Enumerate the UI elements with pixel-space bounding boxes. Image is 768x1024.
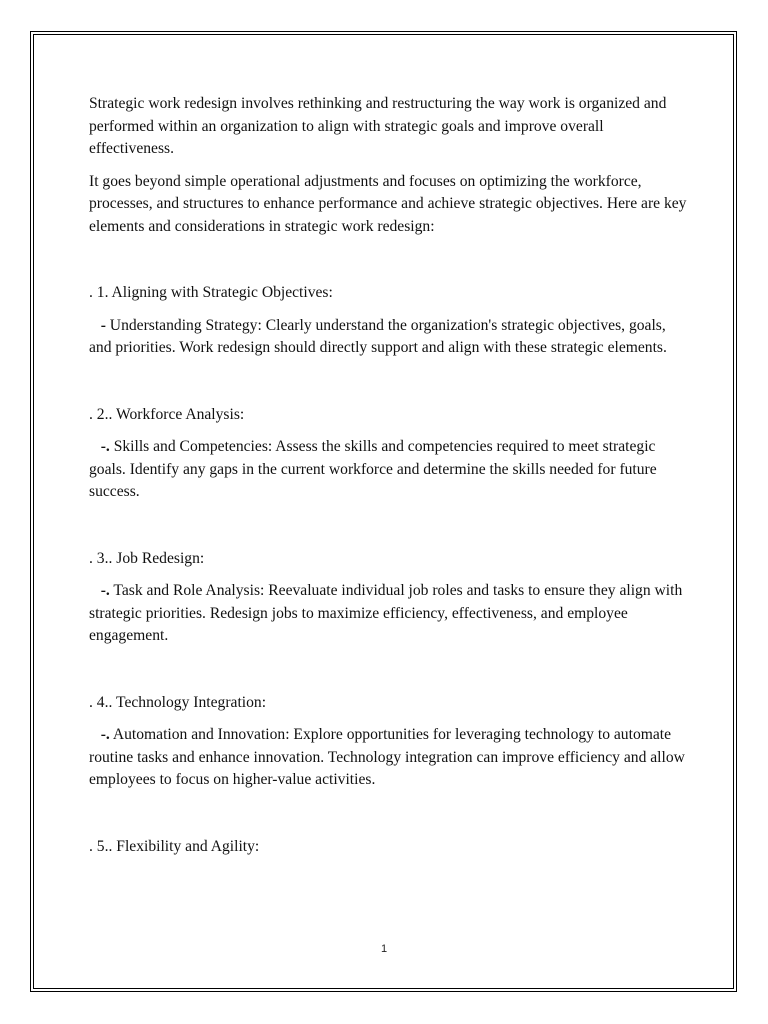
document-body bbox=[89, 93, 689, 858]
bullet-dash: -. bbox=[100, 726, 110, 743]
section-heading-2: . 2.. Workforce Analysis: bbox=[89, 405, 245, 423]
section-heading-4: . 4.. Technology Integration: bbox=[89, 693, 267, 711]
section-heading-3: . 3.. Job Redesign: bbox=[89, 549, 205, 567]
section-heading-5: . 5.. Flexibility and Agility: bbox=[89, 837, 260, 855]
bullet-dash: - bbox=[100, 316, 106, 334]
section-bullet-4 bbox=[89, 724, 689, 792]
bullet-text: Task and Role Analysis: Reevaluate individual job roles and tasks to ensure they align with strategic priorities. Redesign jobs to maximize efficiency, effectiveness, and employee engagement. bbox=[89, 582, 683, 644]
bullet-dash: -. bbox=[100, 438, 110, 455]
section-bullet-2 bbox=[89, 436, 689, 504]
intro-paragraph-1: Strategic work redesign involves rethinking and restructuring the way work is organized and performed within an organization to align with strategic goals and improve overall effectiveness. bbox=[89, 95, 667, 157]
section-heading-1: . 1. Aligning with Strategic Objectives: bbox=[89, 284, 333, 301]
bullet-dash: -. bbox=[100, 582, 110, 599]
page-number: 1 bbox=[380, 943, 388, 955]
bullet-text: Automation and Innovation: Explore opportunities for leveraging technology to automate routine tasks and enhance innovation. Technology integration can improve efficiency and allow employees to focus on higher-value activities. bbox=[89, 726, 685, 788]
intro-paragraph-2: It goes beyond simple operational adjustments and focuses on optimizing the workforce, processes, and structures to enhance performance and achieve strategic objectives. Here are key elements and considerations in strategic work redesign: bbox=[89, 172, 687, 235]
bullet-text: Skills and Competencies: Assess the skills and competencies required to meet strategic goals. Identify any gaps in the current workforce and determine the skills needed for future success. bbox=[89, 438, 657, 500]
section-bullet-1 bbox=[89, 315, 689, 360]
section-bullet-3 bbox=[89, 580, 689, 648]
bullet-text: Understanding Strategy: Clearly understand the organization's strategic objectives, goals, and priorities. Work redesign should directly support and align with these strategic elements. bbox=[89, 316, 667, 356]
